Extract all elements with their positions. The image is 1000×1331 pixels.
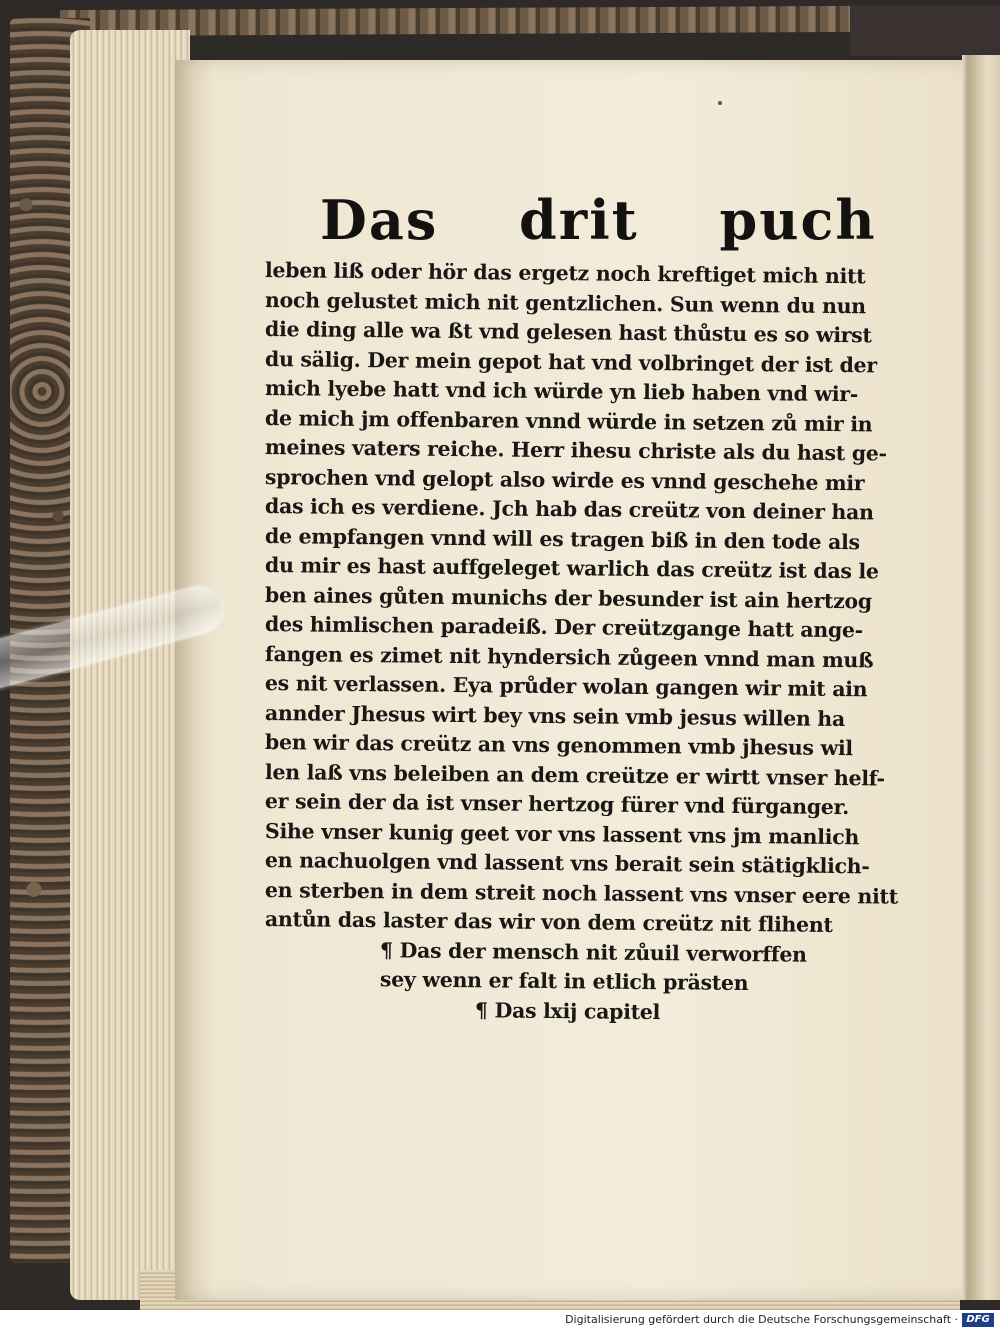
dfg-logo: DFG [962,1313,994,1327]
text-line: die ding alle wa ßt vnd gelesen hast thůstu es so wirst [264,317,872,348]
funding-credit: Digitalisierung gefördert durch die Deutsche Forschungsgemeinschaft · [565,1313,958,1326]
text-line: er sein der da ist vnser hertzog fürer vnd fürganger. [264,789,850,820]
text-line: es nit verlassen. Eya průder wolan gangen wir mit ain [264,671,868,702]
text-line: Sihe vnser kunig geet vor vns lassent vns jm manlich [264,818,860,849]
footer-bar [0,1310,1000,1331]
rubric-line: ¶ Das der mensch nit zůuil verworffen [379,937,807,967]
text-line: leben liß oder hör das ergetz noch kreftiget mich nitt [264,258,866,289]
chapter-heading: ¶ Das lxij capitel [474,997,661,1024]
text-line: de empfangen vnnd will es tragen biß in den tode als [264,523,860,554]
facing-page-edge [968,55,1000,1300]
text-line: ben aines gůten munichs der besunder ist ain hertzog [264,582,873,613]
text-line: du mir es hast auffgeleget warlich das creütz ist das le [264,553,879,584]
text-line: ben wir das creütz an vns genommen vmb jhesus wil [264,730,853,761]
running-heading: Das drit puch [320,188,877,252]
page-edges [70,30,190,1300]
book-cover-corner [850,6,1000,56]
text-line: mich lyebe hatt vnd ich würde yn lieb haben vnd wir- [264,376,859,407]
text-line: en sterben in dem streit noch lassent vns vnser eere nitt [264,877,898,909]
page-speck [718,101,722,105]
text-line: meines vaters reiche. Herr ihesu christe als du hast ge- [264,435,887,466]
text-line: annder Jhesus wirt bey vns sein vmb jesus willen ha [264,700,846,731]
text-line: en nachuolgen vnd lassent vns berait sein stätigklich- [264,848,870,879]
text-line: das ich es verdiene. Jch hab das creütz von deiner han [264,494,874,525]
text-line: de mich jm offenbaren vnnd würde in setzen zů mir in [264,405,873,436]
text-line: noch gelustet mich nit gentzlichen. Sun wenn du nun [264,287,866,318]
text-line: antůn das laster das wir von dem creütz nit flihent [264,907,833,937]
text-line: des himlischen paradeiß. Der creützgange hatt ange- [264,612,864,643]
text-line: fangen es zimet nit hyndersich zůgeen vnnd man muß [264,641,874,672]
text-line: len laß vns beleiben an dem creütze er wirtt vnser helf- [264,759,885,790]
page-text [265,256,905,1023]
rubric-line: sey wenn er falt in etlich prästen [379,967,749,996]
text-line: sprochen vnd gelopt also wirde es vnnd geschehe mir [264,464,865,495]
text-line: du sälig. Der mein gepot hat vnd volbringet der ist der [264,346,877,377]
